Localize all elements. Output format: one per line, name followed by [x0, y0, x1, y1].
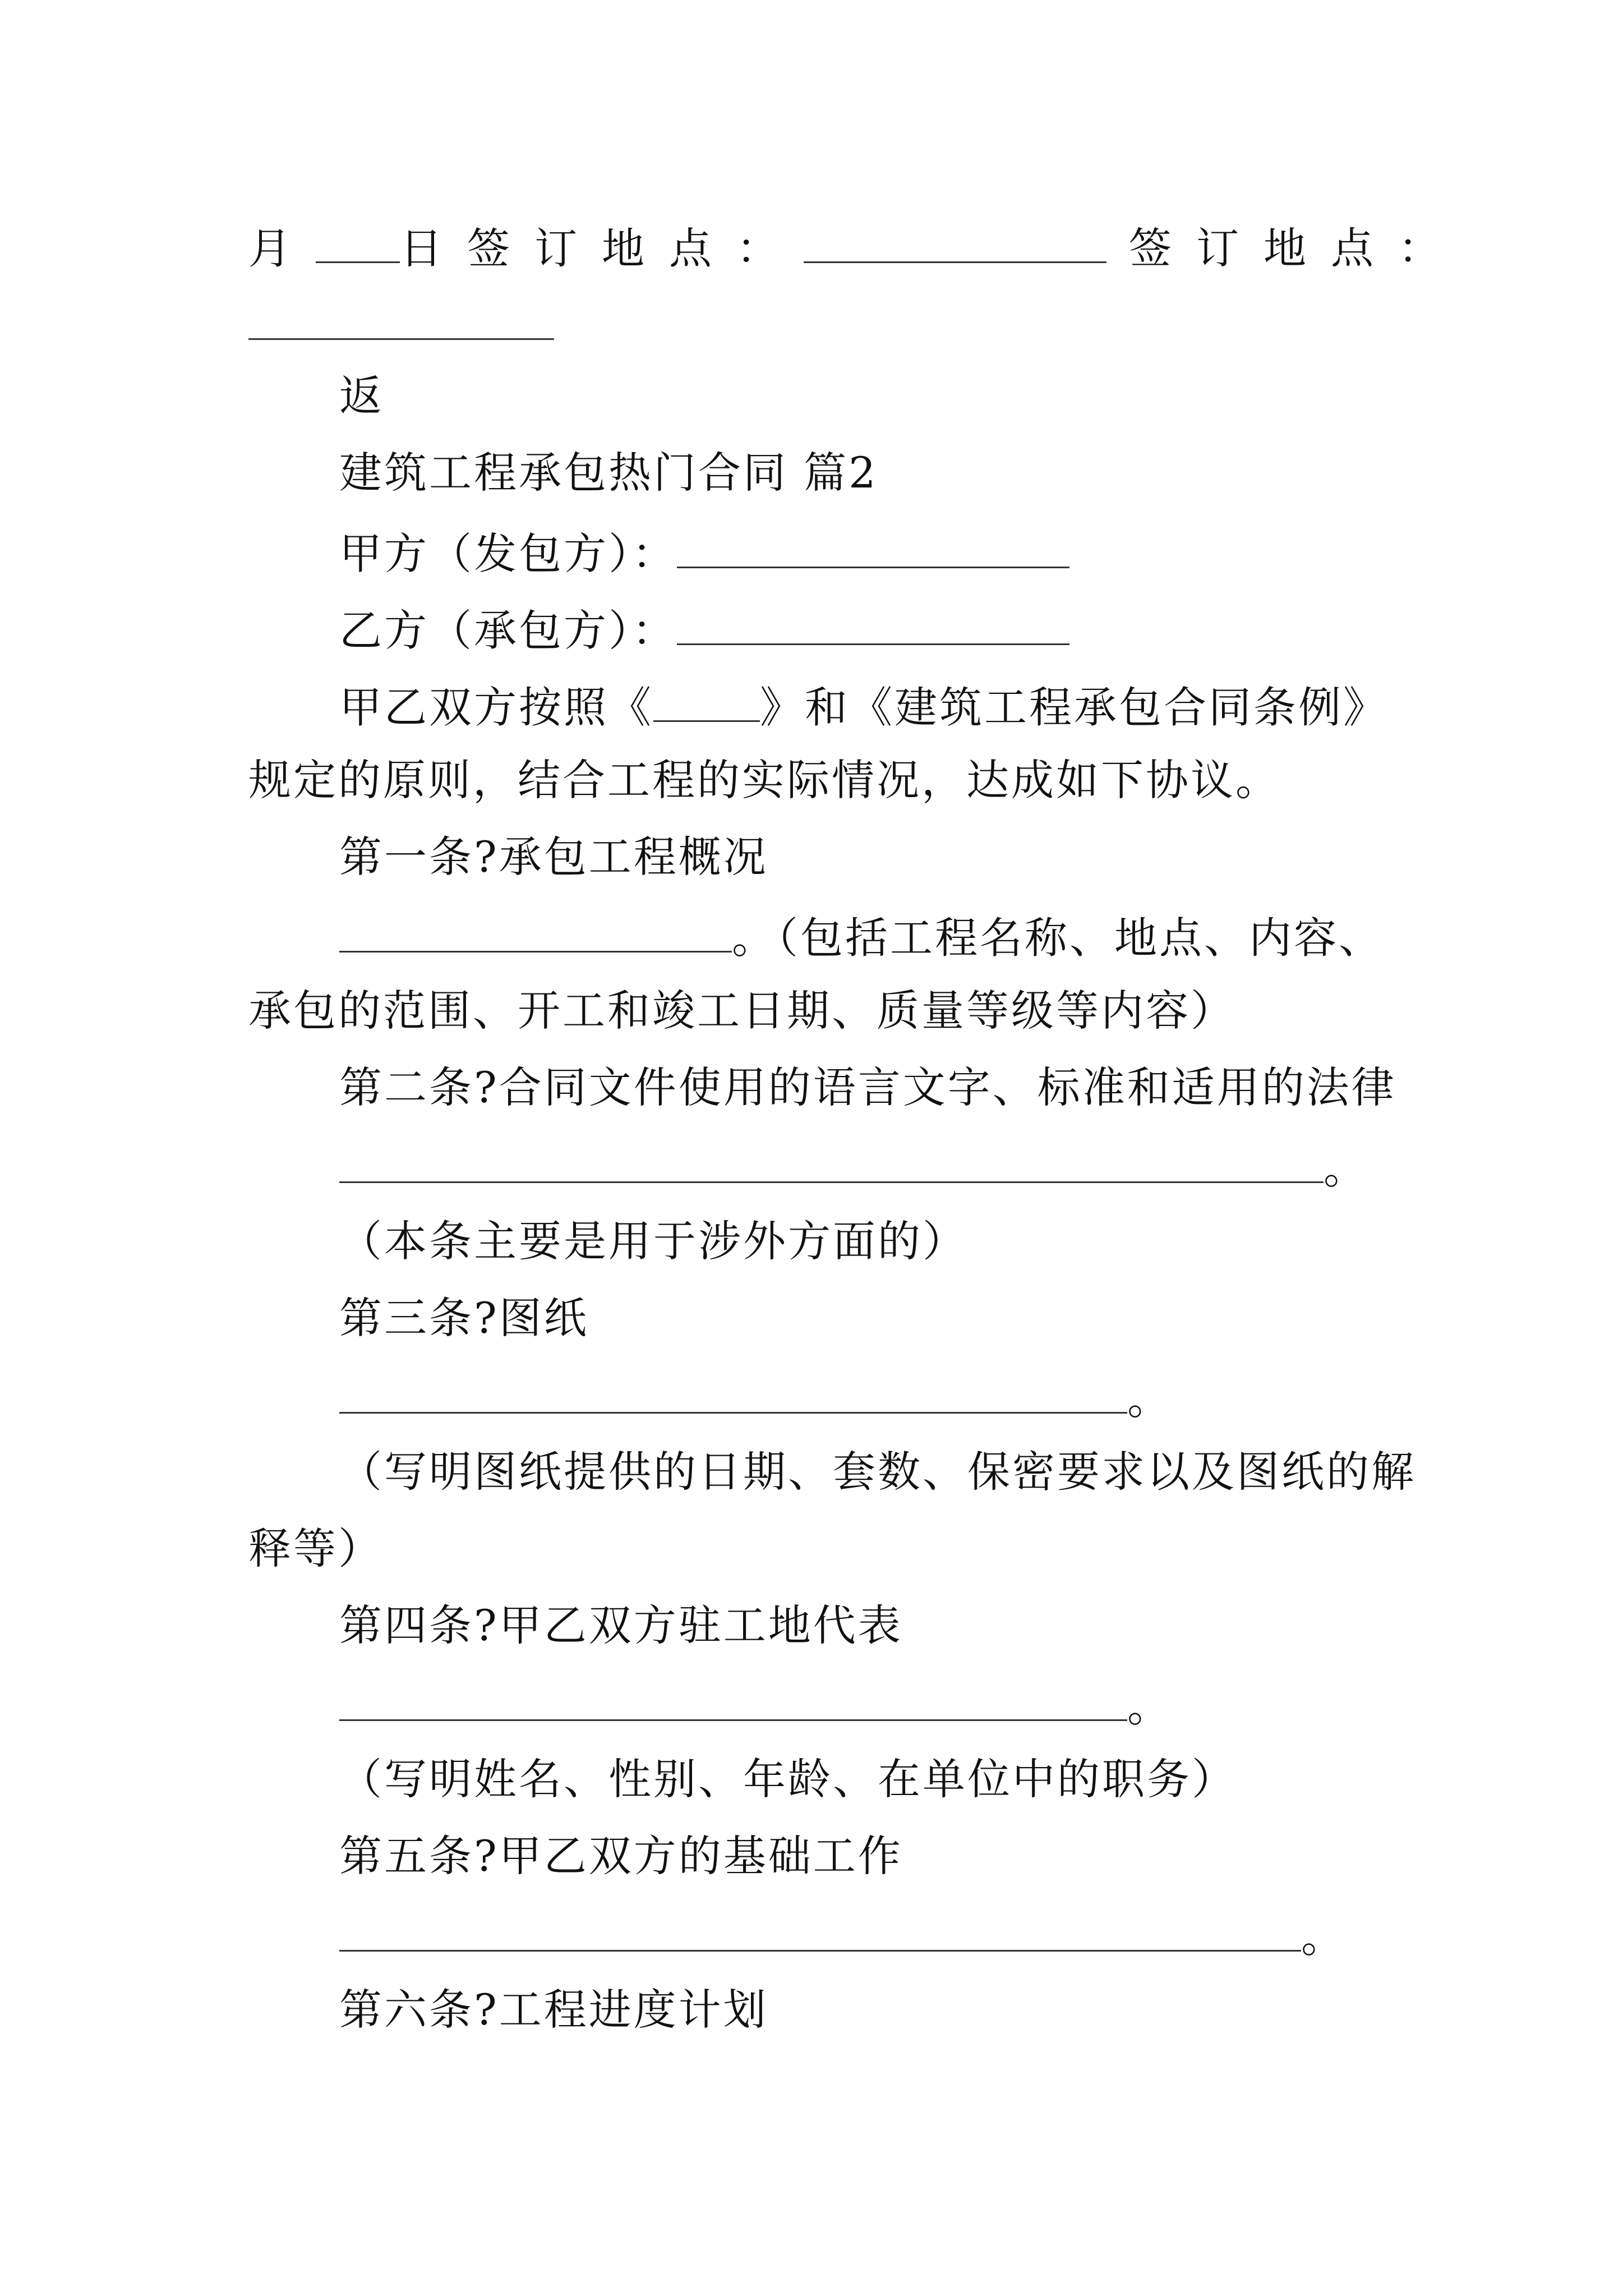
article-2-fill-line	[339, 1143, 1368, 1194]
article-3-title: 第三条?图纸	[339, 1293, 589, 1343]
article-3-fill-line	[339, 1374, 1172, 1424]
place-label-2: 签订地点：	[1129, 223, 1465, 274]
back-link[interactable]: 返	[339, 371, 384, 421]
intro-line-1	[339, 682, 1388, 733]
day-blank[interactable]	[316, 223, 400, 263]
article-1-note-1: 。（包括工程名称、地点、内容、	[732, 913, 1384, 963]
article-4-blank[interactable]	[339, 1681, 1127, 1721]
article-3-end: 。	[1127, 1374, 1172, 1424]
article-4-fill-line	[339, 1681, 1172, 1732]
article-3-note-1: （写明图纸提供的日期、套数、保密要求以及图纸的解	[339, 1447, 1416, 1497]
article-1-note-2: 承包的范围、开工和竣工日期、质量等级等内容）	[248, 986, 1235, 1036]
intro-line-2: 规定的原则，结合工程的实际情况，达成如下协议。	[248, 755, 1280, 805]
article-2-end: 。	[1324, 1143, 1368, 1194]
article-4-title: 第四条?甲乙双方驻工地代表	[339, 1600, 903, 1650]
article-5-fill-line	[339, 1912, 1346, 1962]
party-a-label: 甲方（发包方）：	[339, 528, 677, 579]
article-6-title: 第六条?工程进度计划	[339, 1985, 768, 2035]
party-b-blank[interactable]	[677, 605, 1069, 645]
law-name-blank[interactable]	[653, 682, 760, 722]
party-a-line	[339, 528, 1069, 579]
article-2-title: 第二条?合同文件使用的语言文字、标准和适用的法律	[339, 1062, 1396, 1112]
month-label: 月	[248, 223, 316, 274]
party-a-blank[interactable]	[677, 528, 1069, 568]
intro-part-2: 》和《建筑工程承包合同条例》	[760, 682, 1388, 733]
article-5-end: 。	[1301, 1912, 1346, 1962]
party-b-line	[339, 605, 1069, 656]
article-1-blank[interactable]	[339, 913, 732, 953]
signing-line	[248, 223, 1465, 274]
article-3-blank[interactable]	[339, 1374, 1127, 1414]
article-4-end: 。	[1127, 1681, 1172, 1732]
section-heading: 建筑工程承包热门合同 篇2	[339, 448, 878, 498]
article-2-blank[interactable]	[339, 1143, 1324, 1183]
article-3-note-2: 释等）	[248, 1524, 383, 1573]
day-place-label: 日签订地点：	[400, 223, 804, 274]
article-5-blank[interactable]	[339, 1912, 1301, 1952]
article-1-fill-line	[339, 913, 1384, 963]
place-blank-2[interactable]	[248, 300, 554, 340]
intro-part-1: 甲乙双方按照《	[339, 682, 653, 733]
place-blank-2-row	[248, 300, 554, 347]
article-4-note: （写明姓名、性别、年龄、在单位中的职务）	[339, 1754, 1237, 1804]
place-blank-1[interactable]	[804, 223, 1106, 263]
article-1-title: 第一条?承包工程概况	[339, 832, 768, 882]
article-2-note: （本条主要是用于涉外方面的）	[339, 1216, 967, 1266]
article-5-title: 第五条?甲乙双方的基础工作	[339, 1831, 903, 1881]
party-b-label: 乙方（承包方）：	[339, 605, 677, 656]
